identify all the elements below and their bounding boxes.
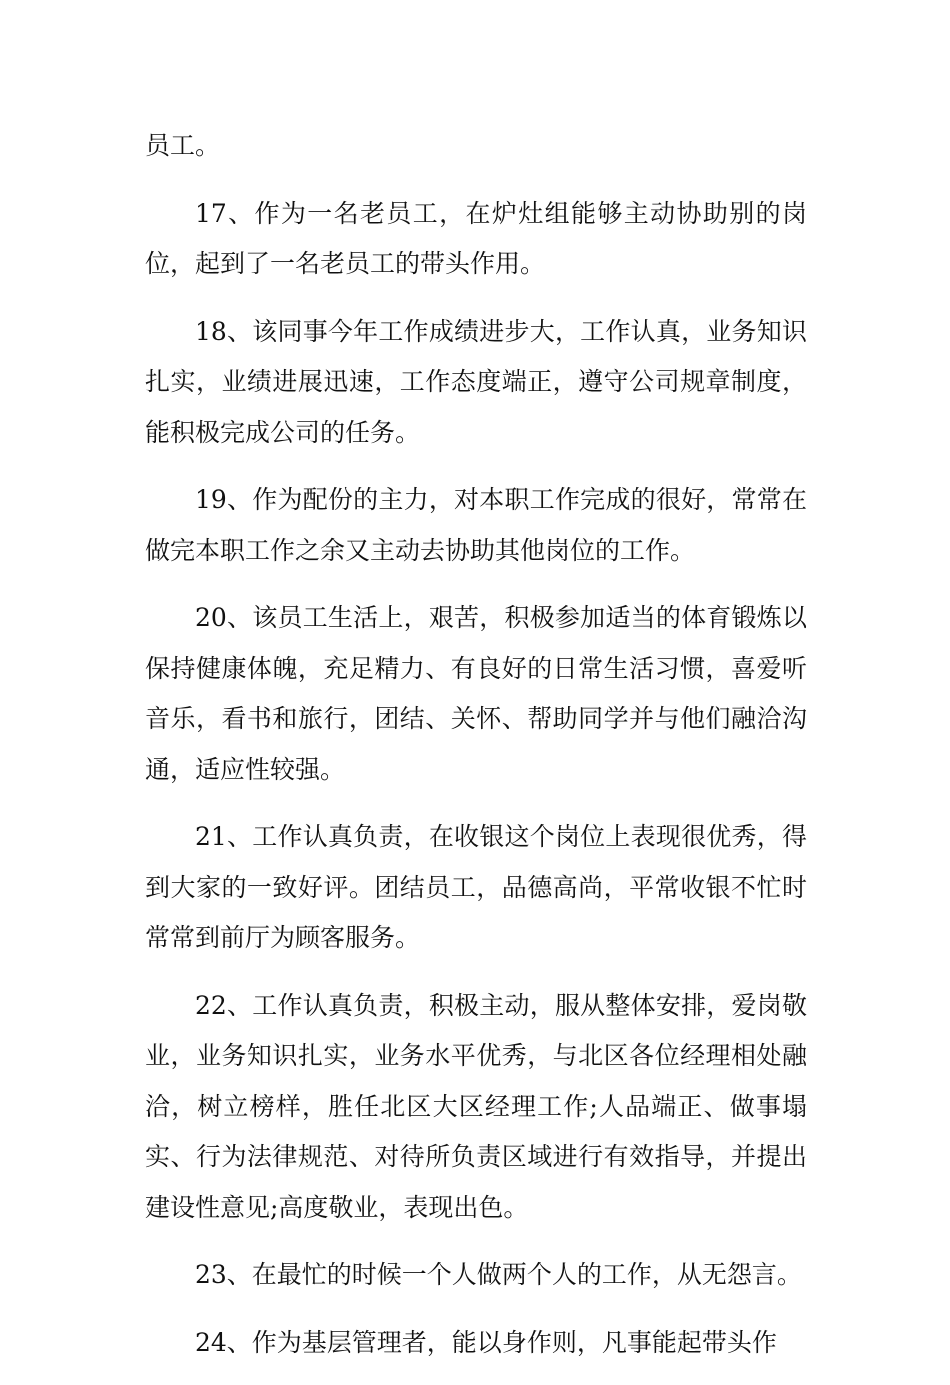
paragraph-22: 22、工作认真负责，积极主动，服从整体安排，爱岗敬业，业务知识扎实，业务水平优秀，与北区各位经理相处融洽，树立榜样，胜任北区大区经理工作;人品端正、做事塌实、行为法律规范、对待所负责区域进行有效指导，并提出建设性意见;高度敬业，表现出色。 (145, 990, 807, 1222)
paragraph-18: 18、该同事今年工作成绩进步大，工作认真，业务知识扎实，业绩进展迅速，工作态度端正，遵守公司规章制度，能积极完成公司的任务。 (145, 316, 807, 447)
paragraph-continuation: 员工。 (145, 131, 221, 160)
paragraph-23: 23、在最忙的时候一个人做两个人的工作，从无怨言。 (195, 1260, 802, 1289)
paragraph-21: 21、工作认真负责，在收银这个岗位上表现很优秀，得到大家的一致好评。团结员工，品德高尚，平常收银不忙时常常到前厅为顾客服务。 (145, 822, 807, 952)
paragraph-24: 24、作为基层管理者，能以身作则，凡事能起带头作 (195, 1327, 777, 1357)
paragraph-19: 19、作为配份的主力，对本职工作完成的很好，常常在做完本职工作之余又主动去协助其他岗位的工作。 (145, 485, 807, 565)
paragraph-17: 17、作为一名老员工，在炉灶组能够主动协助别的岗位，起到了一名老员工的带头作用。 (145, 198, 807, 278)
document-page (145, 121, 807, 1385)
paragraph-20: 20、该员工生活上，艰苦，积极参加适当的体育锻炼以保持健康体魄，充足精力、有良好的日常生活习惯，喜爱听音乐，看书和旅行，团结、关怀、帮助同学并与他们融洽沟通，适应性较强。 (145, 603, 807, 784)
